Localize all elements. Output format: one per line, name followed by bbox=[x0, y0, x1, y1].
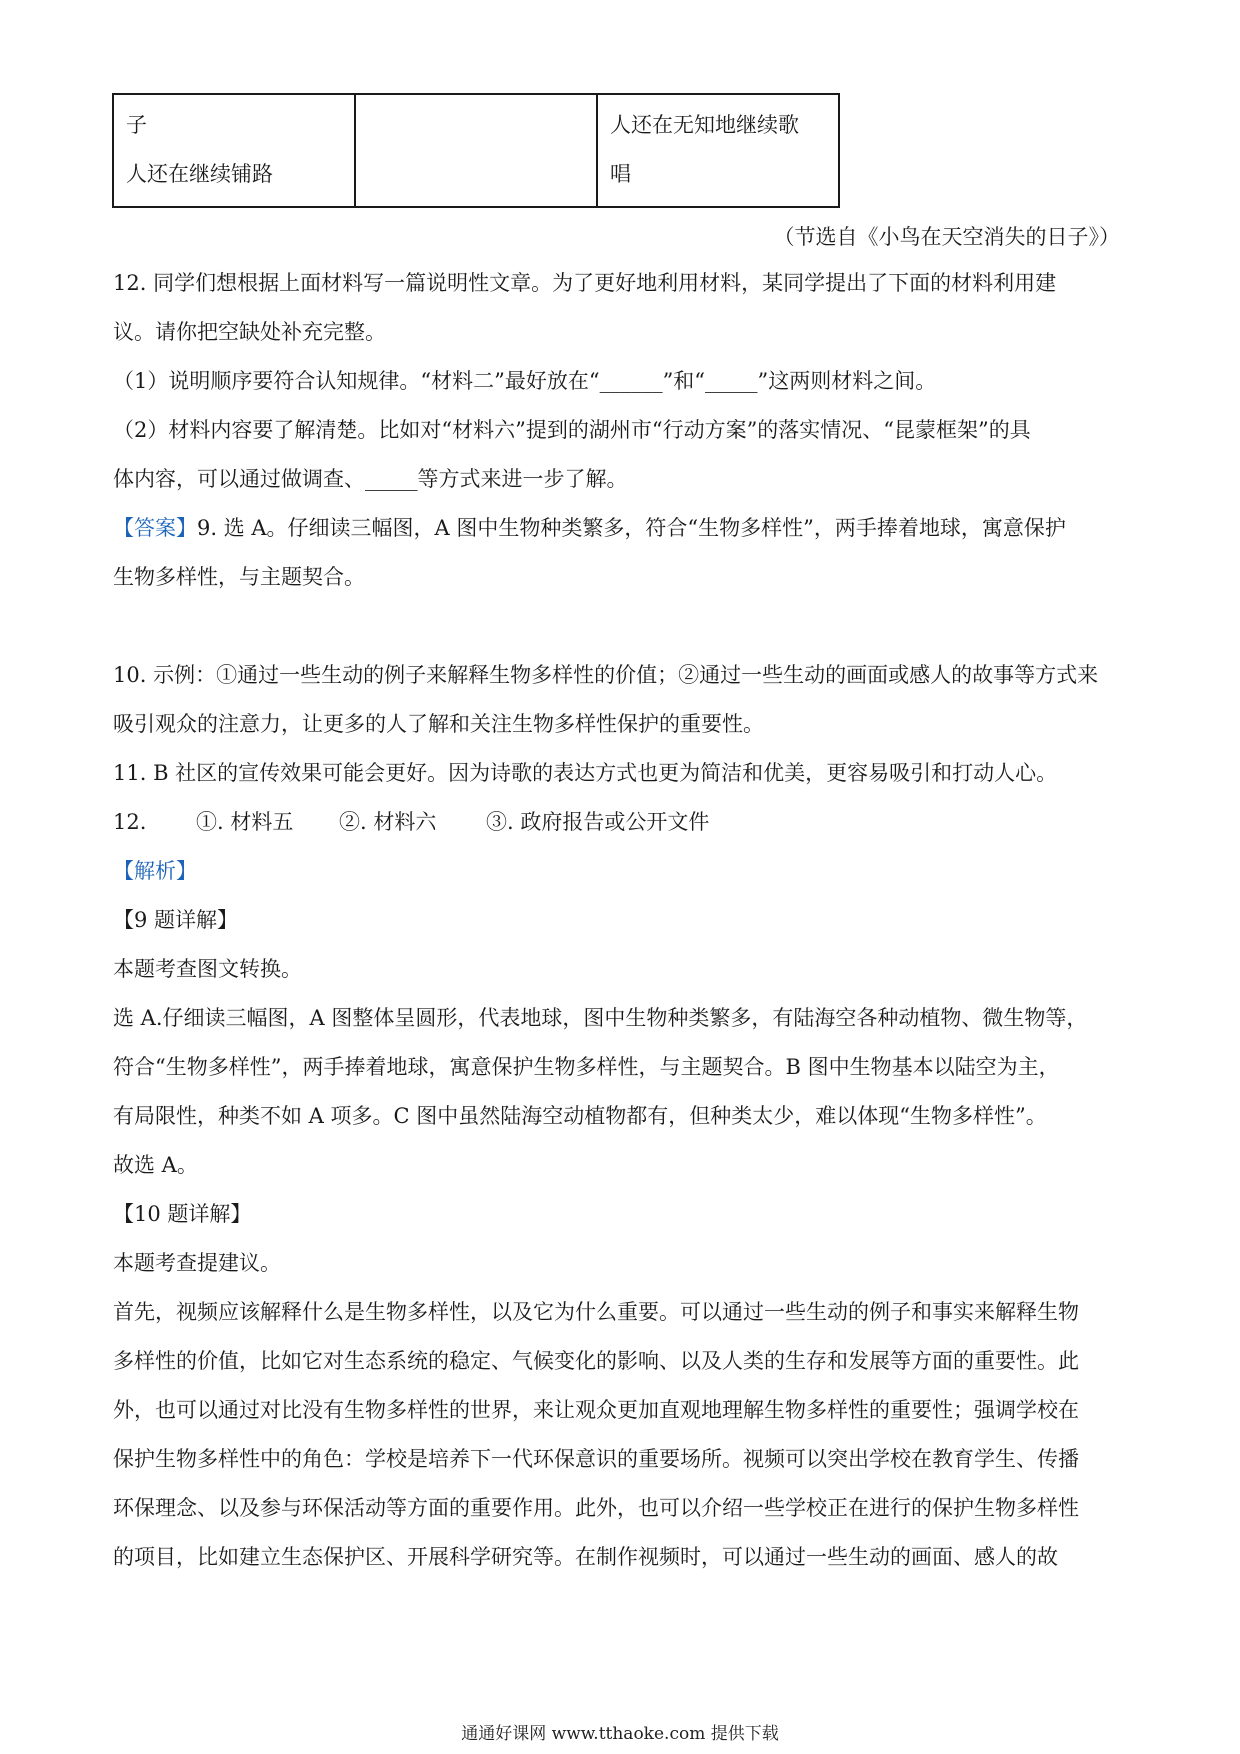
table-cell-2 bbox=[355, 94, 597, 207]
answer-12-item-3: ③. 政府报告或公开文件 bbox=[486, 810, 710, 834]
table-cell-3 bbox=[597, 94, 839, 207]
q10-intro: 本题考查提建议。 bbox=[113, 1251, 281, 1275]
table-cell-1-line-1: 子 bbox=[126, 113, 147, 137]
q12-part-2-line-1: （2）材料内容要了解清楚。比如对“材料六”提到的湖州市“行动方案”的落实情况、“昆蒙框架”的具 bbox=[113, 418, 1031, 442]
answer-9-line-2: 生物多样性，与主题契合。 bbox=[113, 565, 365, 589]
q10-paragraph-line-4: 保护生物多样性中的角色：学校是培养下一代环保意识的重要场所。视频可以突出学校在教育学生、传播 bbox=[113, 1447, 1079, 1471]
answer-12-number: 12. bbox=[113, 810, 147, 834]
analysis-label: 【解析】 bbox=[113, 859, 197, 883]
answer-9-line-1 bbox=[113, 513, 1066, 543]
q9-intro: 本题考查图文转换。 bbox=[113, 957, 302, 981]
answer-12-item-2: ②. 材料六 bbox=[339, 810, 437, 834]
answer-9-text: 9. 选 A。仔细读三幅图，A 图中生物种类繁多，符合“生物多样性”，两手捧着地球，寓意保护 bbox=[197, 516, 1066, 540]
q10-heading: 【10 题详解】 bbox=[113, 1202, 252, 1226]
source-note: （节选自《小鸟在天空消失的日子》） bbox=[773, 225, 1120, 249]
table-cell-3-line-1: 人还在无知地继续歌 bbox=[610, 113, 799, 137]
answer-11: 11. B 社区的宣传效果可能会更好。因为诗歌的表达方式也更为简洁和优美，更容易吸引和打动人心。 bbox=[113, 761, 1058, 785]
q10-paragraph-line-2: 多样性的价值，比如它对生态系统的稳定、气候变化的影响、以及人类的生存和发展等方面的重要性。此 bbox=[113, 1349, 1079, 1373]
answer-10-line-1: 10. 示例：①通过一些生动的例子来解释生物多样性的价值；②通过一些生动的画面或感人的故事等方式来 bbox=[113, 663, 1099, 687]
table-cell-2-text bbox=[356, 95, 596, 101]
q9-paragraph-line-2: 符合“生物多样性”，两手捧着地球，寓意保护生物多样性，与主题契合。B 图中生物基本以陆空为主， bbox=[113, 1055, 1060, 1079]
q10-paragraph-line-1: 首先，视频应该解释什么是生物多样性，以及它为什么重要。可以通过一些生动的例子和事实来解释生物 bbox=[113, 1300, 1079, 1324]
answer-10-line-2: 吸引观众的注意力，让更多的人了解和关注生物多样性保护的重要性。 bbox=[113, 712, 764, 736]
q12-line-1: 12. 同学们想根据上面材料写一篇说明性文章。为了更好地利用材料，某同学提出了下面的材料利用建 bbox=[113, 271, 1057, 295]
q12-line-2: 议。请你把空缺处补充完整。 bbox=[113, 320, 386, 344]
q12-part-2-line-2: 体内容，可以通过做调查、_____等方式来进一步了解。 bbox=[113, 467, 628, 491]
q9-paragraph-line-1: 选 A.仔细读三幅图，A 图整体呈圆形，代表地球，图中生物种类繁多，有陆海空各种动植物、微生物等， bbox=[113, 1006, 1088, 1030]
q10-paragraph-line-3: 外，也可以通过对比没有生物多样性的世界，来让观众更加直观地理解生物多样性的重要性；强调学校在 bbox=[113, 1398, 1079, 1422]
q10-paragraph-line-6: 的项目，比如建立生态保护区、开展科学研究等。在制作视频时，可以通过一些生动的画面、感人的故 bbox=[113, 1545, 1058, 1569]
answer-12-item-1: ①. 材料五 bbox=[196, 810, 294, 834]
q9-heading: 【9 题详解】 bbox=[113, 908, 239, 932]
q12-part-1: （1）说明顺序要符合认知规律。“材料二”最好放在“______”和“_____”这两则材料之间。 bbox=[113, 369, 937, 393]
table-cell-3-line-2: 唱 bbox=[610, 162, 631, 186]
page-footer: 通通好课网 www.tthaoke.com 提供下载 bbox=[461, 1724, 779, 1744]
table-cell-1-line-2: 人还在继续铺路 bbox=[126, 162, 273, 186]
q9-paragraph-line-4: 故选 A。 bbox=[113, 1153, 198, 1177]
q10-paragraph-line-5: 环保理念、以及参与环保活动等方面的重要作用。此外，也可以介绍一些学校正在进行的保护生物多样性 bbox=[113, 1496, 1079, 1520]
answer-label: 【答案】 bbox=[113, 516, 197, 540]
q9-paragraph-line-3: 有局限性，种类不如 A 项多。C 图中虽然陆海空动植物都有，但种类太少，难以体现“生物多样性”。 bbox=[113, 1104, 1047, 1128]
table-cell-1 bbox=[113, 94, 355, 207]
material-table-fragment bbox=[112, 93, 840, 208]
